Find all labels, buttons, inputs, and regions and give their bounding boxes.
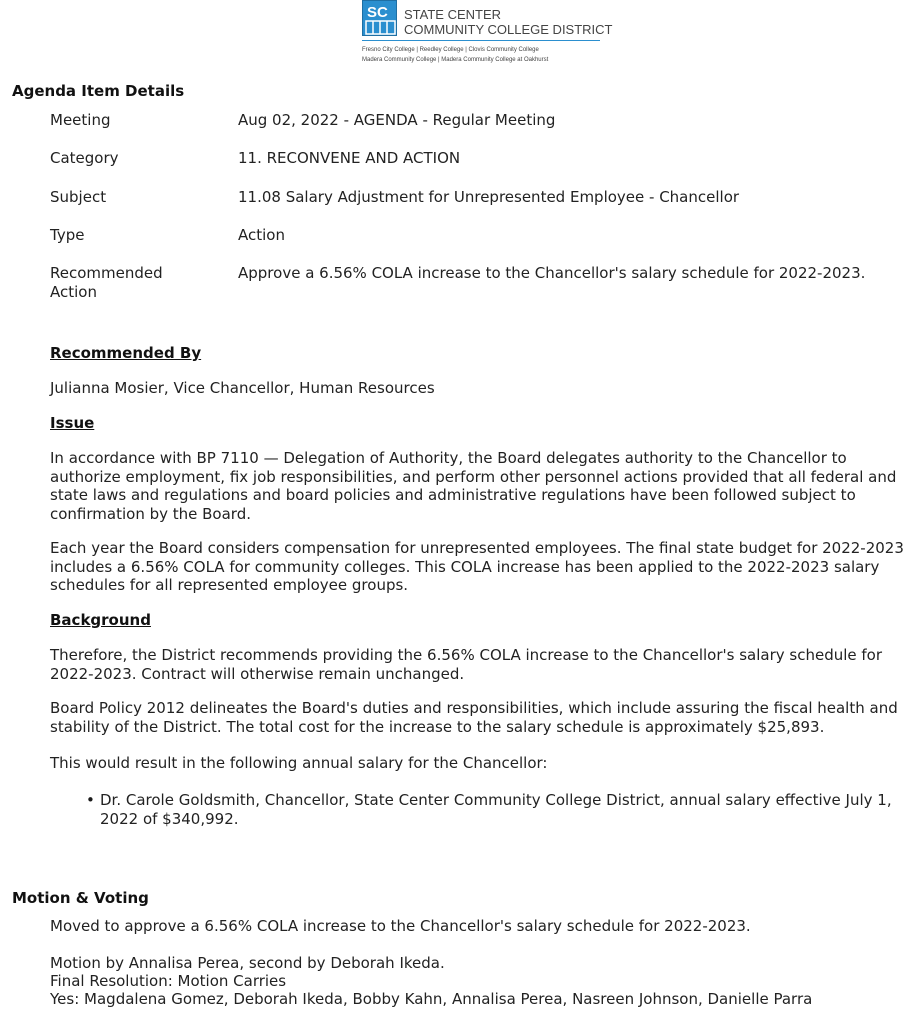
- recommended-by-heading: Recommended By: [50, 344, 202, 362]
- colleges-list: [362, 45, 548, 65]
- meeting-label: Meeting: [50, 111, 111, 129]
- district-header: [0, 0, 916, 72]
- type-value: Action: [238, 226, 285, 244]
- district-logo-icon: [362, 0, 397, 36]
- agenda-details-heading: Agenda Item Details: [12, 82, 185, 100]
- list-item: Dr. Carole Goldsmith, Chancellor, State Center Community College District, annual salary effective July 1, 2022 of $340,992.: [100, 791, 892, 828]
- district-name-line2: COMMUNITY COLLEGE DISTRICT: [404, 22, 613, 37]
- background-paragraph-3: This would result in the following annual salary for the Chancellor:: [50, 754, 548, 772]
- colleges-line2: Madera Community College | Madera Community College at Oakhurst: [362, 57, 549, 63]
- background-heading: Background: [50, 611, 151, 629]
- motion-moved-text: Moved to approve a 6.56% COLA increase to the Chancellor's salary schedule for 2022-2023.: [50, 917, 751, 935]
- type-label: Type: [50, 226, 85, 244]
- recommended-by-text: Julianna Mosier, Vice Chancellor, Human Resources: [50, 379, 435, 397]
- motion-voting-heading: Motion & Voting: [12, 889, 149, 907]
- district-name-line1: STATE CENTER: [404, 7, 502, 22]
- background-paragraph-1: Therefore, the District recommends providing the 6.56% COLA increase to the Chancellor's salary schedule for 2022-2023. Contract will otherwise remain unchanged.: [50, 646, 883, 683]
- recommended-action-label: [50, 264, 163, 302]
- logo-divider: [362, 40, 600, 41]
- subject-value: 11.08 Salary Adjustment for Unrepresented Employee - Chancellor: [238, 188, 740, 206]
- final-resolution-text: Final Resolution: Motion Carries: [50, 972, 287, 990]
- issue-paragraph-2: Each year the Board considers compensation for unrepresented employees. The final state budget for 2022-2023 includes a 6.56% COLA for community colleges. This COLA increase has been applied to the 2022-2023 salary schedules for all represented employee groups.: [50, 539, 904, 594]
- bullet-marker: •: [86, 791, 95, 809]
- category-label: Category: [50, 149, 119, 167]
- category-value: 11. RECONVENE AND ACTION: [238, 149, 461, 167]
- meeting-value: Aug 02, 2022 - AGENDA - Regular Meeting: [238, 111, 556, 129]
- issue-paragraph-1: In accordance with BP 7110 — Delegation of Authority, the Board delegates authority to the Chancellor to authorize employment, fix job responsibilities, and perform other personnel actions provided that all federal and state laws and regulations and board policies and administrative regulations have been followed subject to confirmation by the Board.: [50, 449, 897, 523]
- subject-label: Subject: [50, 188, 107, 206]
- yes-votes-text: Yes: Magdalena Gomez, Deborah Ikeda, Bobby Kahn, Annalisa Perea, Nasreen Johnson, Danielle Parra: [50, 990, 813, 1008]
- issue-heading: Issue: [50, 414, 95, 432]
- recommended-action-label-line1: Recommended: [50, 264, 163, 282]
- motion-by-text: Motion by Annalisa Perea, second by Deborah Ikeda.: [50, 954, 445, 972]
- logo-letters: SC: [367, 4, 388, 21]
- recommended-action-value: Approve a 6.56% COLA increase to the Chancellor's salary schedule for 2022-2023.: [238, 264, 866, 282]
- district-name: [404, 7, 613, 37]
- background-paragraph-2: Board Policy 2012 delineates the Board's duties and responsibilities, which include assuring the fiscal health and stability of the District. The total cost for the increase to the salary schedule is approximately $25,893.: [50, 699, 898, 736]
- recommended-action-label-line2: Action: [50, 283, 97, 301]
- colleges-line1: Fresno City College | Reedley College | Clovis Community College: [362, 47, 539, 53]
